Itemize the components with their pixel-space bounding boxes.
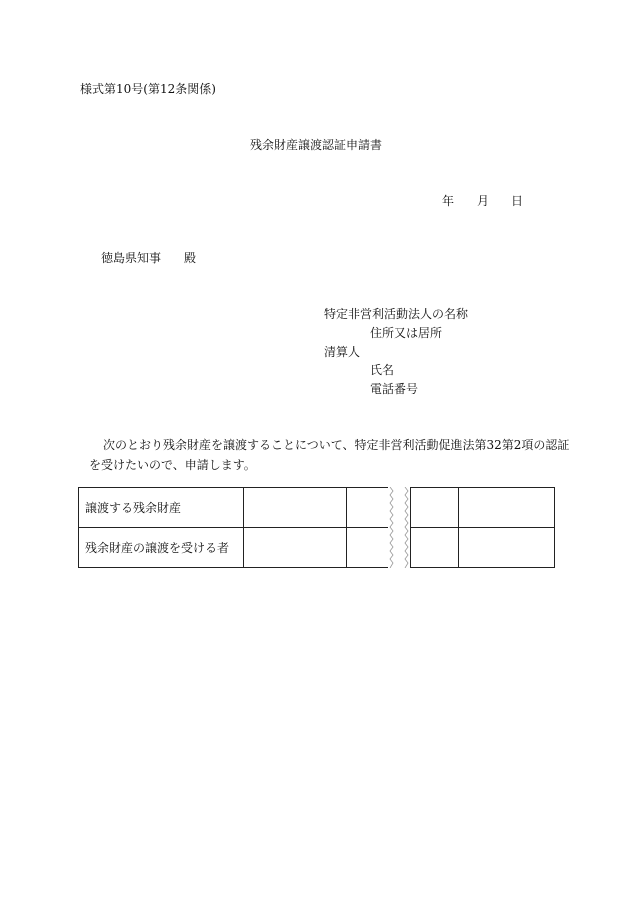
body-text-line-1: 次のとおり残余財産を譲渡することについて、特定非営利活動促進法第32第2項の認証 bbox=[103, 438, 570, 452]
table-row bbox=[79, 488, 555, 528]
document-title: 残余財産譲渡認証申請書 bbox=[250, 138, 383, 152]
row-label-recipient: 残余財産の譲渡を受ける者 bbox=[79, 528, 244, 568]
name-label: 氏名 bbox=[370, 363, 395, 377]
addressee-honorific: 殿 bbox=[184, 251, 197, 265]
table-cell[interactable] bbox=[411, 488, 459, 528]
row-label-transferred-property: 譲渡する残余財産 bbox=[79, 488, 244, 528]
table-cell[interactable] bbox=[459, 528, 555, 568]
table-cell[interactable] bbox=[244, 488, 347, 528]
address-label: 住所又は居所 bbox=[370, 326, 443, 340]
table-cell[interactable] bbox=[459, 488, 555, 528]
property-transfer-table bbox=[78, 487, 555, 568]
corp-name-label: 特定非営利活動法人の名称 bbox=[324, 307, 469, 321]
table-cell[interactable] bbox=[347, 488, 389, 528]
table-row bbox=[79, 528, 555, 568]
date-year-label: 年 bbox=[442, 194, 455, 208]
table-cell[interactable] bbox=[244, 528, 347, 568]
table-cell[interactable] bbox=[347, 528, 389, 568]
addressee-name: 徳島県知事 bbox=[101, 251, 162, 265]
liquidator-label: 清算人 bbox=[324, 345, 361, 359]
date-day-label: 日 bbox=[511, 194, 524, 208]
date-month-label: 月 bbox=[477, 194, 490, 208]
table-cell[interactable] bbox=[411, 528, 459, 568]
phone-label: 電話番号 bbox=[370, 382, 419, 396]
table-break-mark bbox=[386, 487, 412, 568]
body-text-line-2: を受けたいので、申請します。 bbox=[89, 458, 256, 472]
form-number: 様式第10号(第12条関係) bbox=[80, 82, 216, 96]
